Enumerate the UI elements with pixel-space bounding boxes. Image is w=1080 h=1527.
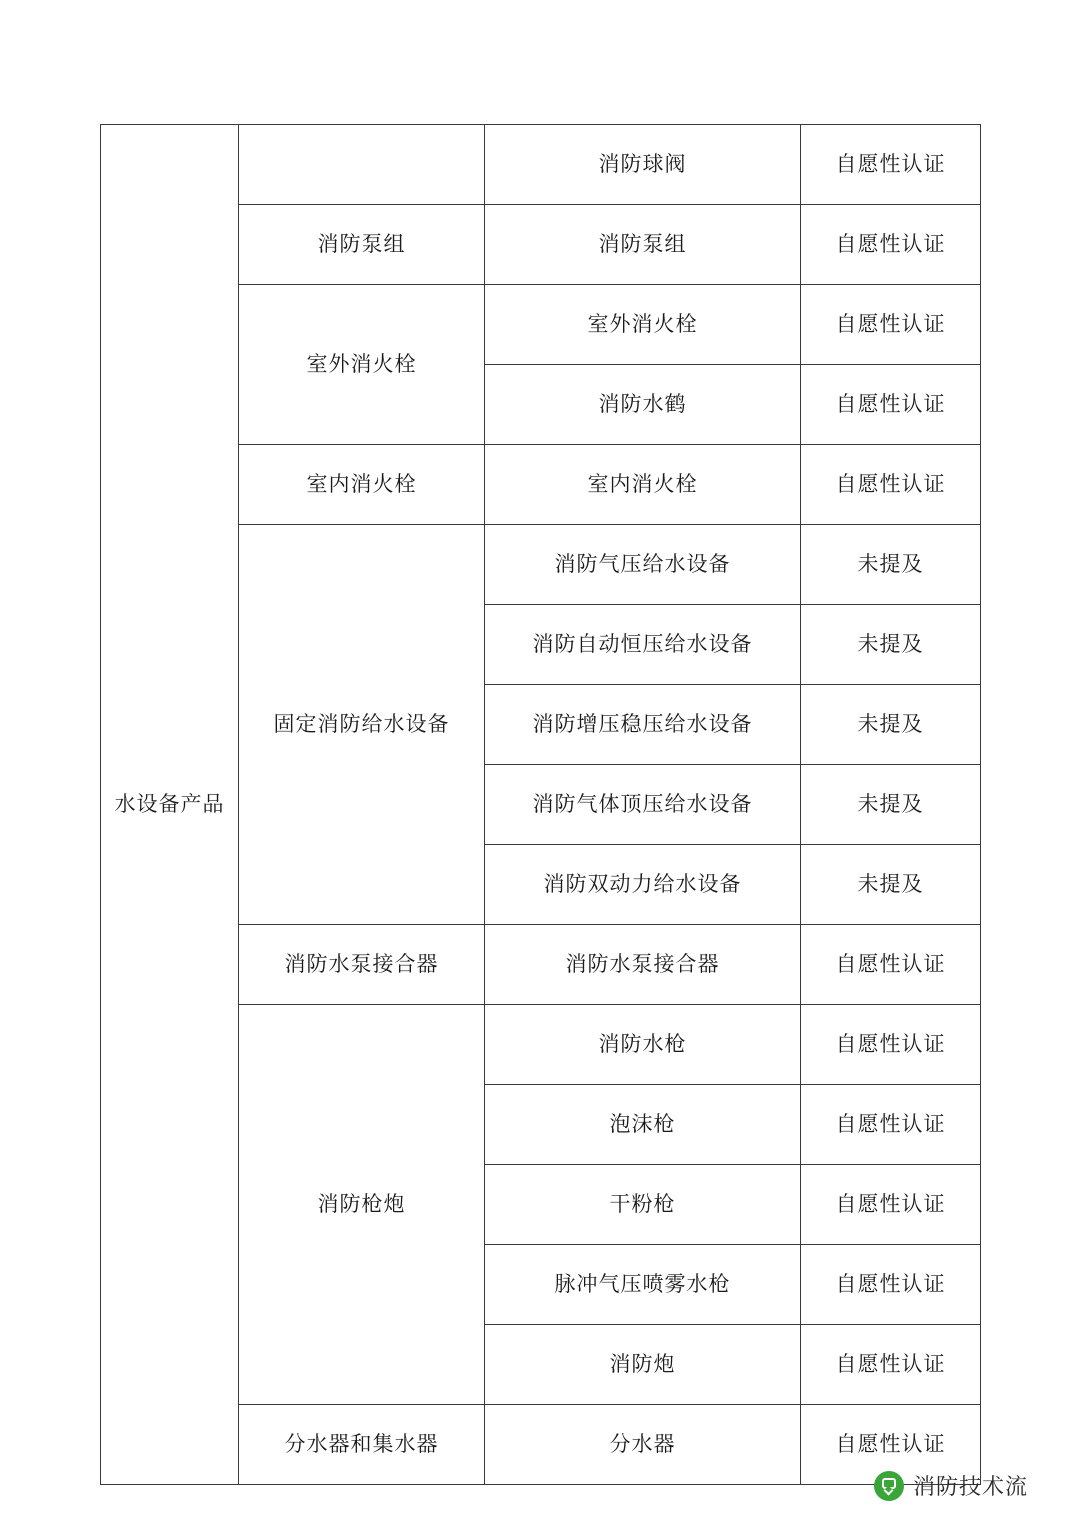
status-cell: 自愿性认证 [801, 1325, 981, 1405]
item-cell: 室内消火栓 [485, 445, 801, 525]
item-cell: 消防自动恒压给水设备 [485, 605, 801, 685]
item-cell: 消防双动力给水设备 [485, 845, 801, 925]
status-cell: 未提及 [801, 765, 981, 845]
status-cell: 自愿性认证 [801, 925, 981, 1005]
table-row [101, 125, 981, 205]
status-cell: 自愿性认证 [801, 1085, 981, 1165]
item-cell: 消防水枪 [485, 1005, 801, 1085]
group-cell: 固定消防给水设备 [239, 525, 485, 925]
status-cell: 未提及 [801, 845, 981, 925]
group-cell: 室外消火栓 [239, 285, 485, 445]
status-cell: 自愿性认证 [801, 1245, 981, 1325]
item-cell: 脉冲气压喷雾水枪 [485, 1245, 801, 1325]
status-cell: 未提及 [801, 525, 981, 605]
status-cell: 自愿性认证 [801, 205, 981, 285]
item-cell: 干粉枪 [485, 1165, 801, 1245]
item-cell: 室外消火栓 [485, 285, 801, 365]
group-cell: 分水器和集水器 [239, 1405, 485, 1485]
item-cell: 消防增压稳压给水设备 [485, 685, 801, 765]
group-cell: 消防水泵接合器 [239, 925, 485, 1005]
group-cell [239, 125, 485, 205]
item-cell: 分水器 [485, 1405, 801, 1485]
product-certification-table-wrapper [100, 124, 980, 1485]
group-cell: 室内消火栓 [239, 445, 485, 525]
watermark [874, 1470, 1028, 1501]
item-cell: 消防气压给水设备 [485, 525, 801, 605]
item-cell: 消防球阀 [485, 125, 801, 205]
status-cell: 自愿性认证 [801, 1405, 981, 1485]
item-cell: 消防泵组 [485, 205, 801, 285]
group-cell: 消防枪炮 [239, 1005, 485, 1405]
table-body [101, 125, 981, 1485]
item-cell: 泡沫枪 [485, 1085, 801, 1165]
product-certification-table [100, 124, 981, 1485]
wechat-badge-icon [874, 1471, 904, 1501]
status-cell: 未提及 [801, 605, 981, 685]
status-cell: 自愿性认证 [801, 365, 981, 445]
status-cell: 自愿性认证 [801, 1005, 981, 1085]
status-cell: 未提及 [801, 685, 981, 765]
status-cell: 自愿性认证 [801, 125, 981, 205]
group-cell: 消防泵组 [239, 205, 485, 285]
status-cell: 自愿性认证 [801, 285, 981, 365]
item-cell: 消防水鹤 [485, 365, 801, 445]
watermark-label: 消防技术流 [912, 1474, 1028, 1499]
item-cell: 消防水泵接合器 [485, 925, 801, 1005]
category-cell: 水设备产品 [101, 125, 239, 1485]
status-cell: 自愿性认证 [801, 445, 981, 525]
item-cell: 消防炮 [485, 1325, 801, 1405]
item-cell: 消防气体顶压给水设备 [485, 765, 801, 845]
status-cell: 自愿性认证 [801, 1165, 981, 1245]
